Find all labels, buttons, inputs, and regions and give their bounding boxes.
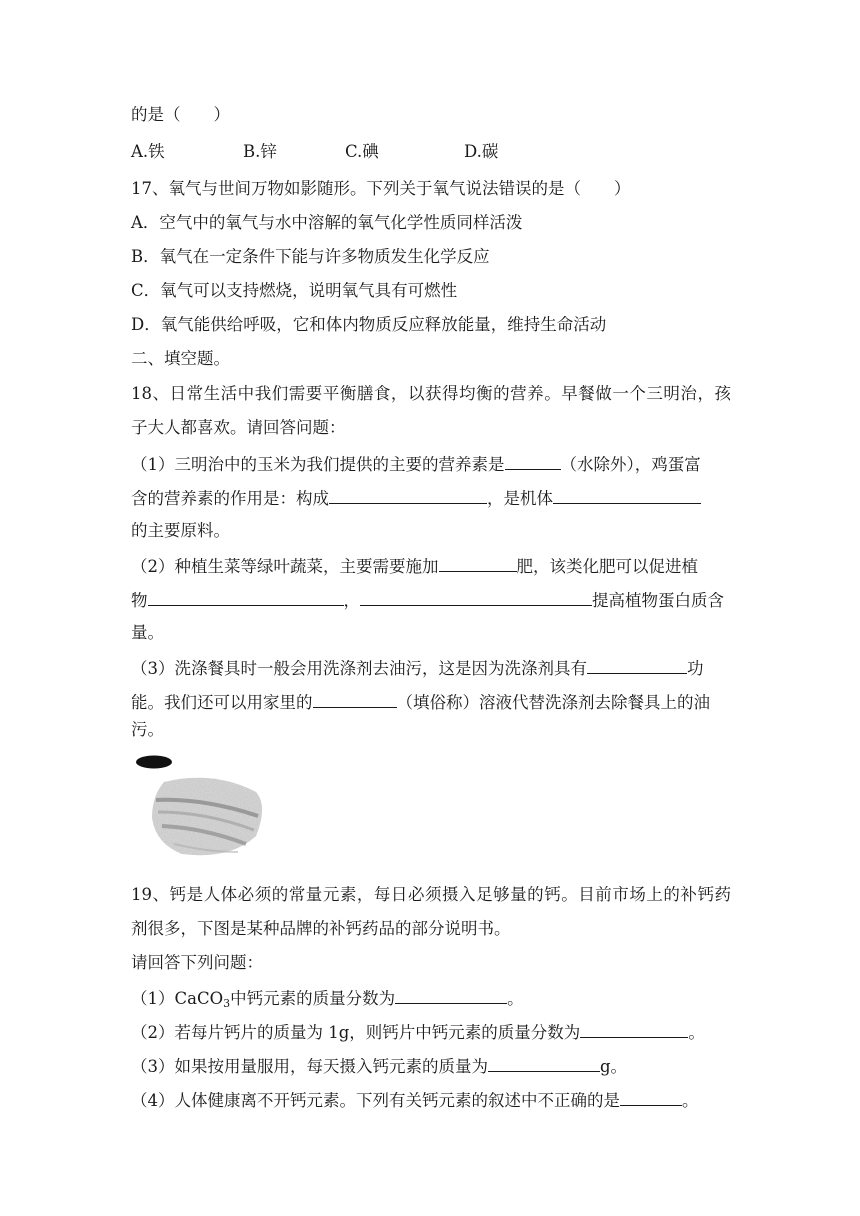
answer-blank[interactable] — [313, 690, 397, 708]
q18-part3-text-d: （填俗称）溶液代替洗涤剂去除餐具上的油 — [396, 693, 710, 712]
q19-stem-line1: 19、钙是人体必须的常量元素，每日必须摄入足够量的钙。目前市场上的补钙药 — [131, 885, 731, 904]
q18-part1-text-c: 含的营养素的作用是：构成 — [131, 489, 329, 508]
q19-part4-text-a: （4）人体健康离不开钙元素。下列有关钙元素的叙述中不正确的是 — [131, 1091, 620, 1110]
q18-part1-line1 — [131, 452, 731, 476]
q18-part2-text-d: ， — [343, 591, 360, 610]
q18-part1-text-a: （1）三明治中的玉米为我们提供的主要的营养素是 — [131, 455, 505, 474]
answer-blank[interactable] — [587, 656, 687, 674]
q18-part1-line3: 的主要原料。 — [131, 521, 230, 540]
q19-part2-text-a: （2）若每片钙片的质量为 1g，则钙片中钙元素的质量分数为 — [131, 1023, 581, 1042]
section-heading-fill-in: 二、填空题。 — [131, 349, 230, 368]
q18-part2-line1 — [131, 554, 731, 578]
q18-part3-line2 — [131, 690, 731, 714]
sandwich-image — [134, 748, 274, 868]
q18-part3-text-c: 能。我们还可以用家里的 — [131, 693, 313, 712]
q18-part2-line3: 量。 — [131, 623, 164, 642]
q19-prompt: 请回答下列问题： — [131, 953, 263, 972]
q18-part3-text-a: （3）洗涤餐具时一般会用洗涤剂去油污，这是因为洗涤剂具有 — [131, 659, 587, 678]
q19-part2-text-b: 。 — [688, 1023, 705, 1042]
q19-part3-text-b: g。 — [600, 1057, 628, 1076]
answer-blank[interactable] — [505, 452, 561, 470]
q18-part2-line2 — [131, 588, 731, 612]
q19-part4 — [131, 1088, 731, 1112]
answer-blank[interactable] — [360, 588, 592, 606]
q16-option-c: C.碘 — [345, 142, 379, 161]
q19-part4-text-b: 。 — [682, 1091, 699, 1110]
q19-part3-text-a: （3）如果按用量服用，每天摄入钙元素的质量为 — [131, 1057, 488, 1076]
answer-blank[interactable] — [580, 1020, 688, 1038]
answer-blank[interactable] — [395, 986, 507, 1004]
q17-option-c: C．氧气可以支持燃烧，说明氧气具有可燃性 — [131, 281, 458, 300]
q19-part1-text-a: （1）CaCO — [131, 989, 224, 1008]
q16-option-b: B.锌 — [243, 142, 277, 161]
sandwich-dark-spot — [136, 756, 172, 769]
q17-option-a: A．空气中的氧气与水中溶解的氧气化学性质同样活泼 — [131, 213, 523, 232]
q18-part2-text-b: 肥，该类化肥可以促进植 — [516, 557, 698, 576]
q19-part1-subscript: 3 — [223, 997, 231, 1010]
q18-part2-text-c: 物 — [131, 591, 148, 610]
answer-blank[interactable] — [148, 588, 344, 606]
q19-part3 — [131, 1054, 731, 1078]
q19-stem-line2: 剂很多，下图是某种品牌的补钙药品的部分说明书。 — [131, 919, 511, 938]
q18-part3-line3: 污。 — [131, 720, 164, 739]
q16-option-d: D.碳 — [464, 142, 499, 161]
q18-part1-text-d: ，是机体 — [487, 489, 553, 508]
q18-part1-line2 — [131, 486, 731, 510]
q19-part1-text-b: 中钙元素的质量分数为 — [230, 989, 396, 1008]
q16-stem-tail: 的是（ ） — [131, 105, 230, 124]
q19-part2 — [131, 1020, 731, 1044]
q18-part2-text-a: （2）种植生菜等绿叶蔬菜，主要需要施加 — [131, 557, 439, 576]
answer-blank[interactable] — [439, 554, 517, 572]
q19-part1-text-c: 。 — [507, 989, 524, 1008]
answer-blank[interactable] — [553, 486, 701, 504]
q17-stem: 17、氧气与世间万物如影随形。下列关于氧气说法错误的是（ ） — [131, 179, 631, 198]
q19-part1 — [131, 986, 731, 1010]
answer-blank[interactable] — [329, 486, 487, 504]
q18-stem-line1: 18、日常生活中我们需要平衡膳食，以获得均衡的营养。早餐做一个三明治，孩 — [131, 384, 731, 403]
q16-option-a: A.铁 — [131, 142, 165, 161]
q18-part3-line1 — [131, 656, 731, 680]
q17-option-d: D．氧气能供给呼吸，它和体内物质反应释放能量，维持生命活动 — [131, 315, 607, 334]
q18-part1-text-b: （水除外），鸡蛋富 — [560, 455, 701, 474]
q16-options — [0, 138, 860, 162]
answer-blank[interactable] — [620, 1088, 682, 1106]
q17-option-b: B．氧气在一定条件下能与许多物质发生化学反应 — [131, 247, 490, 266]
q18-part3-text-b: 功 — [687, 659, 704, 678]
q18-part2-text-e: 提高植物蛋白质含 — [592, 591, 724, 610]
q18-stem-line2: 子大人都喜欢。请回答问题： — [131, 418, 346, 437]
answer-blank[interactable] — [488, 1054, 600, 1072]
